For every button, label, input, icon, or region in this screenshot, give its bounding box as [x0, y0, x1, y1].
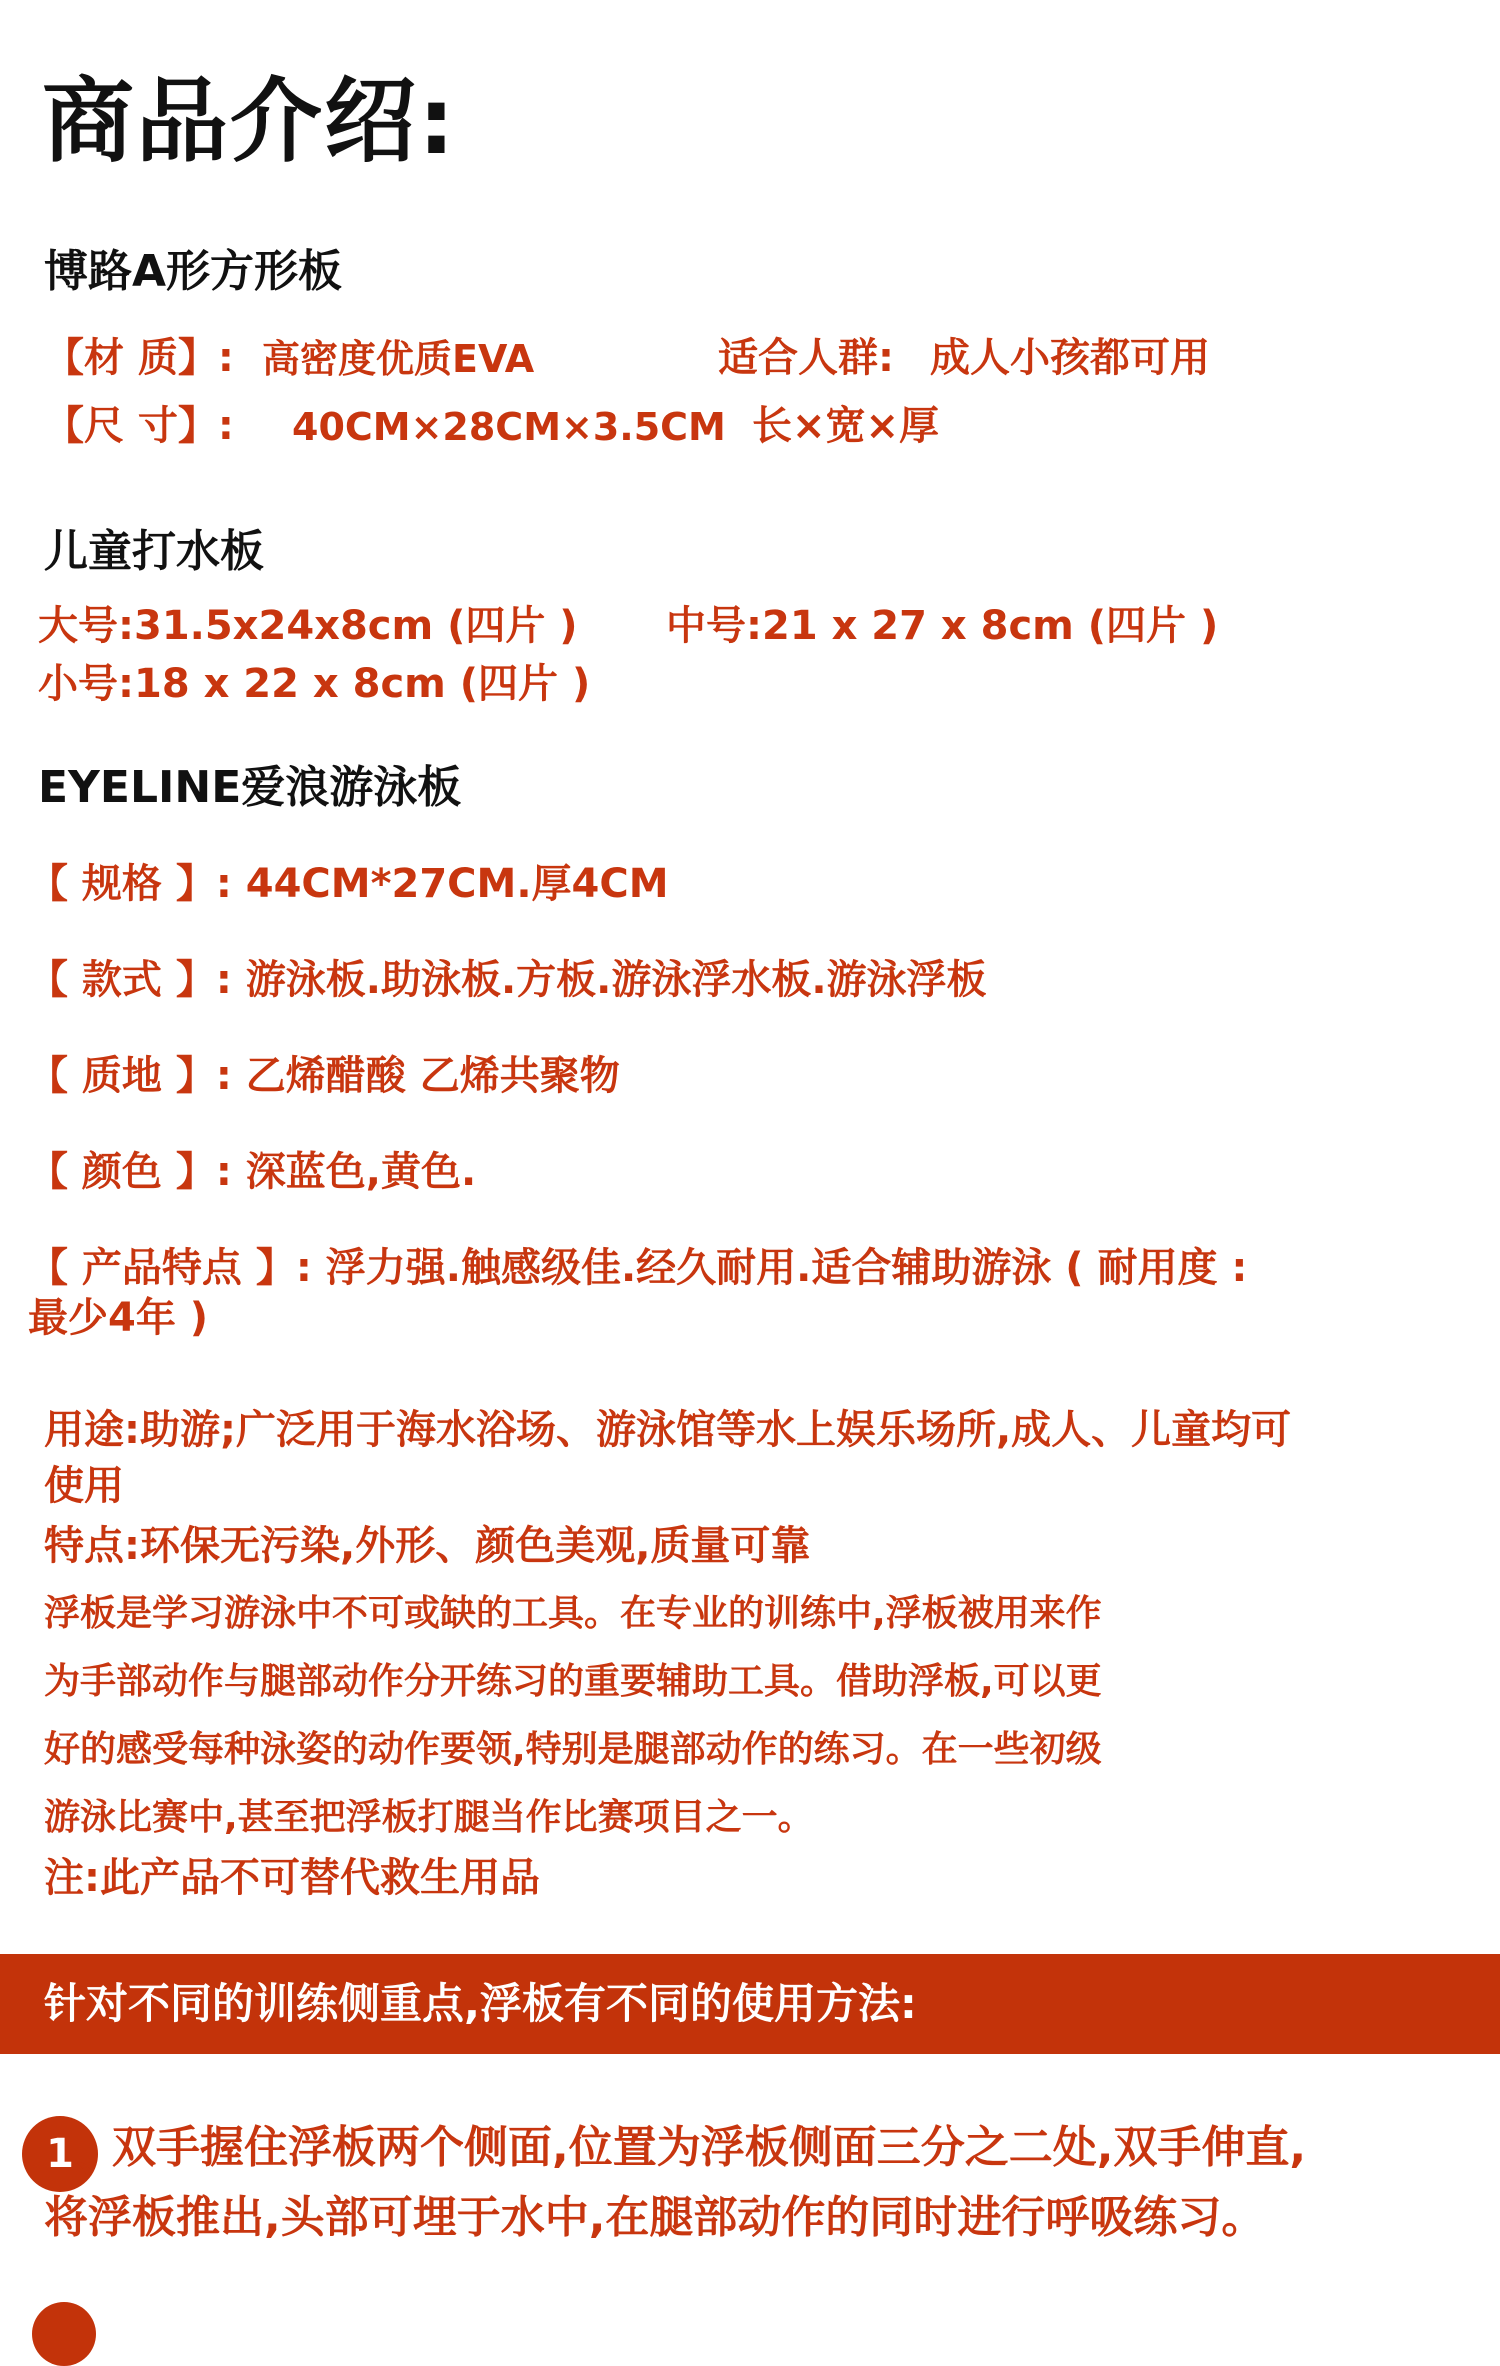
product3-spec: 【 规格 】: 44CM*27CM.厚4CM [28, 861, 669, 907]
page-title: 商品介绍: [42, 68, 457, 175]
product3-name: EYELINE爱浪游泳板 [38, 762, 462, 813]
usage-traits: 特点:环保无污染,外形、颜色美观,质量可靠 [44, 1523, 811, 1569]
product3-features-line2: 最少4年 ) [28, 1295, 209, 1341]
step1-number-tail: 、 [76, 2126, 125, 2182]
product1-crowd-label: 适合人群: [718, 335, 894, 381]
product3-color: 【 颜色 】: 深蓝色,黄色. [28, 1149, 477, 1195]
product2-name: 儿童打水板 [44, 526, 264, 577]
product1-size-note: 长×宽×厚 [752, 403, 940, 449]
step1-line1: 双手握住浮板两个侧面,位置为浮板侧面三分之二处,双手伸直, [112, 2122, 1307, 2173]
step1-number: 1 [46, 2131, 74, 2177]
product1-material-value: 高密度优质EVA [262, 337, 535, 381]
product1-size-value: 40CM×28CM×3.5CM [292, 405, 726, 449]
product2-large: 大号:31.5x24x8cm (四片 ) [38, 603, 578, 649]
product3-style: 【 款式 】: 游泳板.助泳板.方板.游泳浮水板.游泳浮板 [28, 957, 987, 1003]
product1-crowd-value: 成人小孩都可用 [930, 335, 1210, 381]
product2-medium: 中号:21 x 27 x 8cm (四片 ) [666, 603, 1219, 649]
usage-line2: 使用 [44, 1463, 124, 1509]
product2-small: 小号:18 x 22 x 8cm (四片 ) [38, 661, 591, 707]
product3-features-line1: 【 产品特点 】: 浮力强.触感级佳.经久耐用.适合辅助游泳 ( 耐用度 : [28, 1245, 1248, 1291]
step2-number-badge [32, 2302, 96, 2366]
usage-line1: 用途:助游;广泛用于海水浴场、游泳馆等水上娱乐场所,成人、儿童均可 [44, 1407, 1292, 1453]
usage-desc2: 为手部动作与腿部动作分开练习的重要辅助工具。借助浮板,可以更 [44, 1661, 1102, 1702]
product1-material-label: 【材 质】: [44, 335, 234, 381]
usage-desc1: 浮板是学习游泳中不可或缺的工具。在专业的训练中,浮板被用来作 [44, 1593, 1102, 1634]
usage-desc3: 好的感受每种泳姿的动作要领,特别是腿部动作的练习。在一些初级 [44, 1729, 1102, 1770]
usage-note: 注:此产品不可替代救生用品 [44, 1855, 540, 1901]
usage-desc4: 游泳比赛中,甚至把浮板打腿当作比赛项目之一。 [44, 1797, 814, 1838]
section-banner-text: 针对不同的训练侧重点,浮板有不同的使用方法: [44, 1979, 917, 2028]
section-banner [0, 1954, 1500, 2054]
product1-name: 博路A形方形板 [44, 246, 343, 297]
product3-texture: 【 质地 】: 乙烯醋酸 乙烯共聚物 [28, 1053, 620, 1099]
product1-size-label: 【尺 寸】: [44, 403, 234, 449]
step1-line2: 将浮板推出,头部可埋于水中,在腿部动作的同时进行呼吸练习。 [44, 2192, 1266, 2243]
